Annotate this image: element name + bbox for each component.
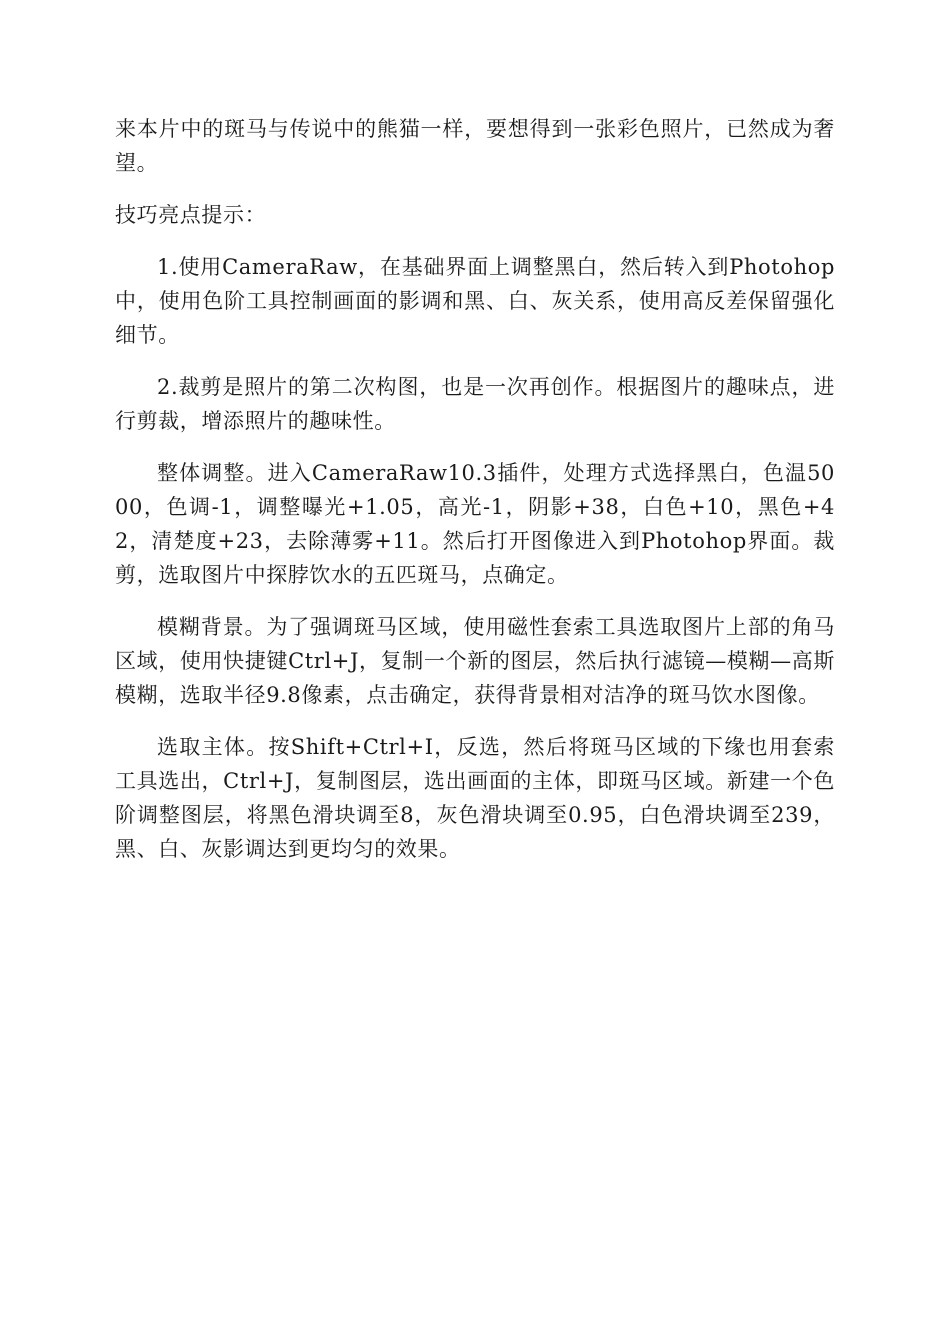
paragraph-overall-adjust: 整体调整。进入CameraRaw10.3插件，处理方式选择黑白，色温5000，色调-1，调整曝光+1.05，高光-1，阴影+38，白色+10，黑色+42，清楚度+23，去除薄雾+11。然后打开图像进入到Photohop界面。裁剪，选取图片中探脖饮水的五匹斑马，点确定。 xyxy=(115,461,835,587)
paragraph-tip-2: 2.裁剪是照片的第二次构图，也是一次再创作。根据图片的趣味点，进行剪裁，增添照片的趣味性。 xyxy=(115,375,835,433)
paragraph-intro-end: 来本片中的斑马与传说中的熊猫一样，要想得到一张彩色照片，已然成为奢望。 xyxy=(115,117,835,175)
paragraph-tip-1: 1.使用CameraRaw，在基础界面上调整黑白，然后转入到Photohop中，使用色阶工具控制画面的影调和黑、白、灰关系，使用高反差保留强化细节。 xyxy=(115,255,835,347)
paragraph-select-subject: 选取主体。按Shift+Ctrl+I，反选，然后将斑马区域的下缘也用套索工具选出，Ctrl+J，复制图层，选出画面的主体，即斑马区域。新建一个色阶调整图层，将黑色滑块调至8，灰色滑块调至0.95，白色滑块调至239，黑、白、灰影调达到更均匀的效果。 xyxy=(115,735,835,861)
tips-heading: 技巧亮点提示： xyxy=(115,203,267,227)
paragraph-blur-background: 模糊背景。为了强调斑马区域，使用磁性套索工具选取图片上部的角马区域，使用快捷键Ctrl+J，复制一个新的图层，然后执行滤镜—模糊—高斯模糊，选取半径9.8像素，点击确定，获得背景相对洁净的斑马饮水图像。 xyxy=(115,615,835,707)
